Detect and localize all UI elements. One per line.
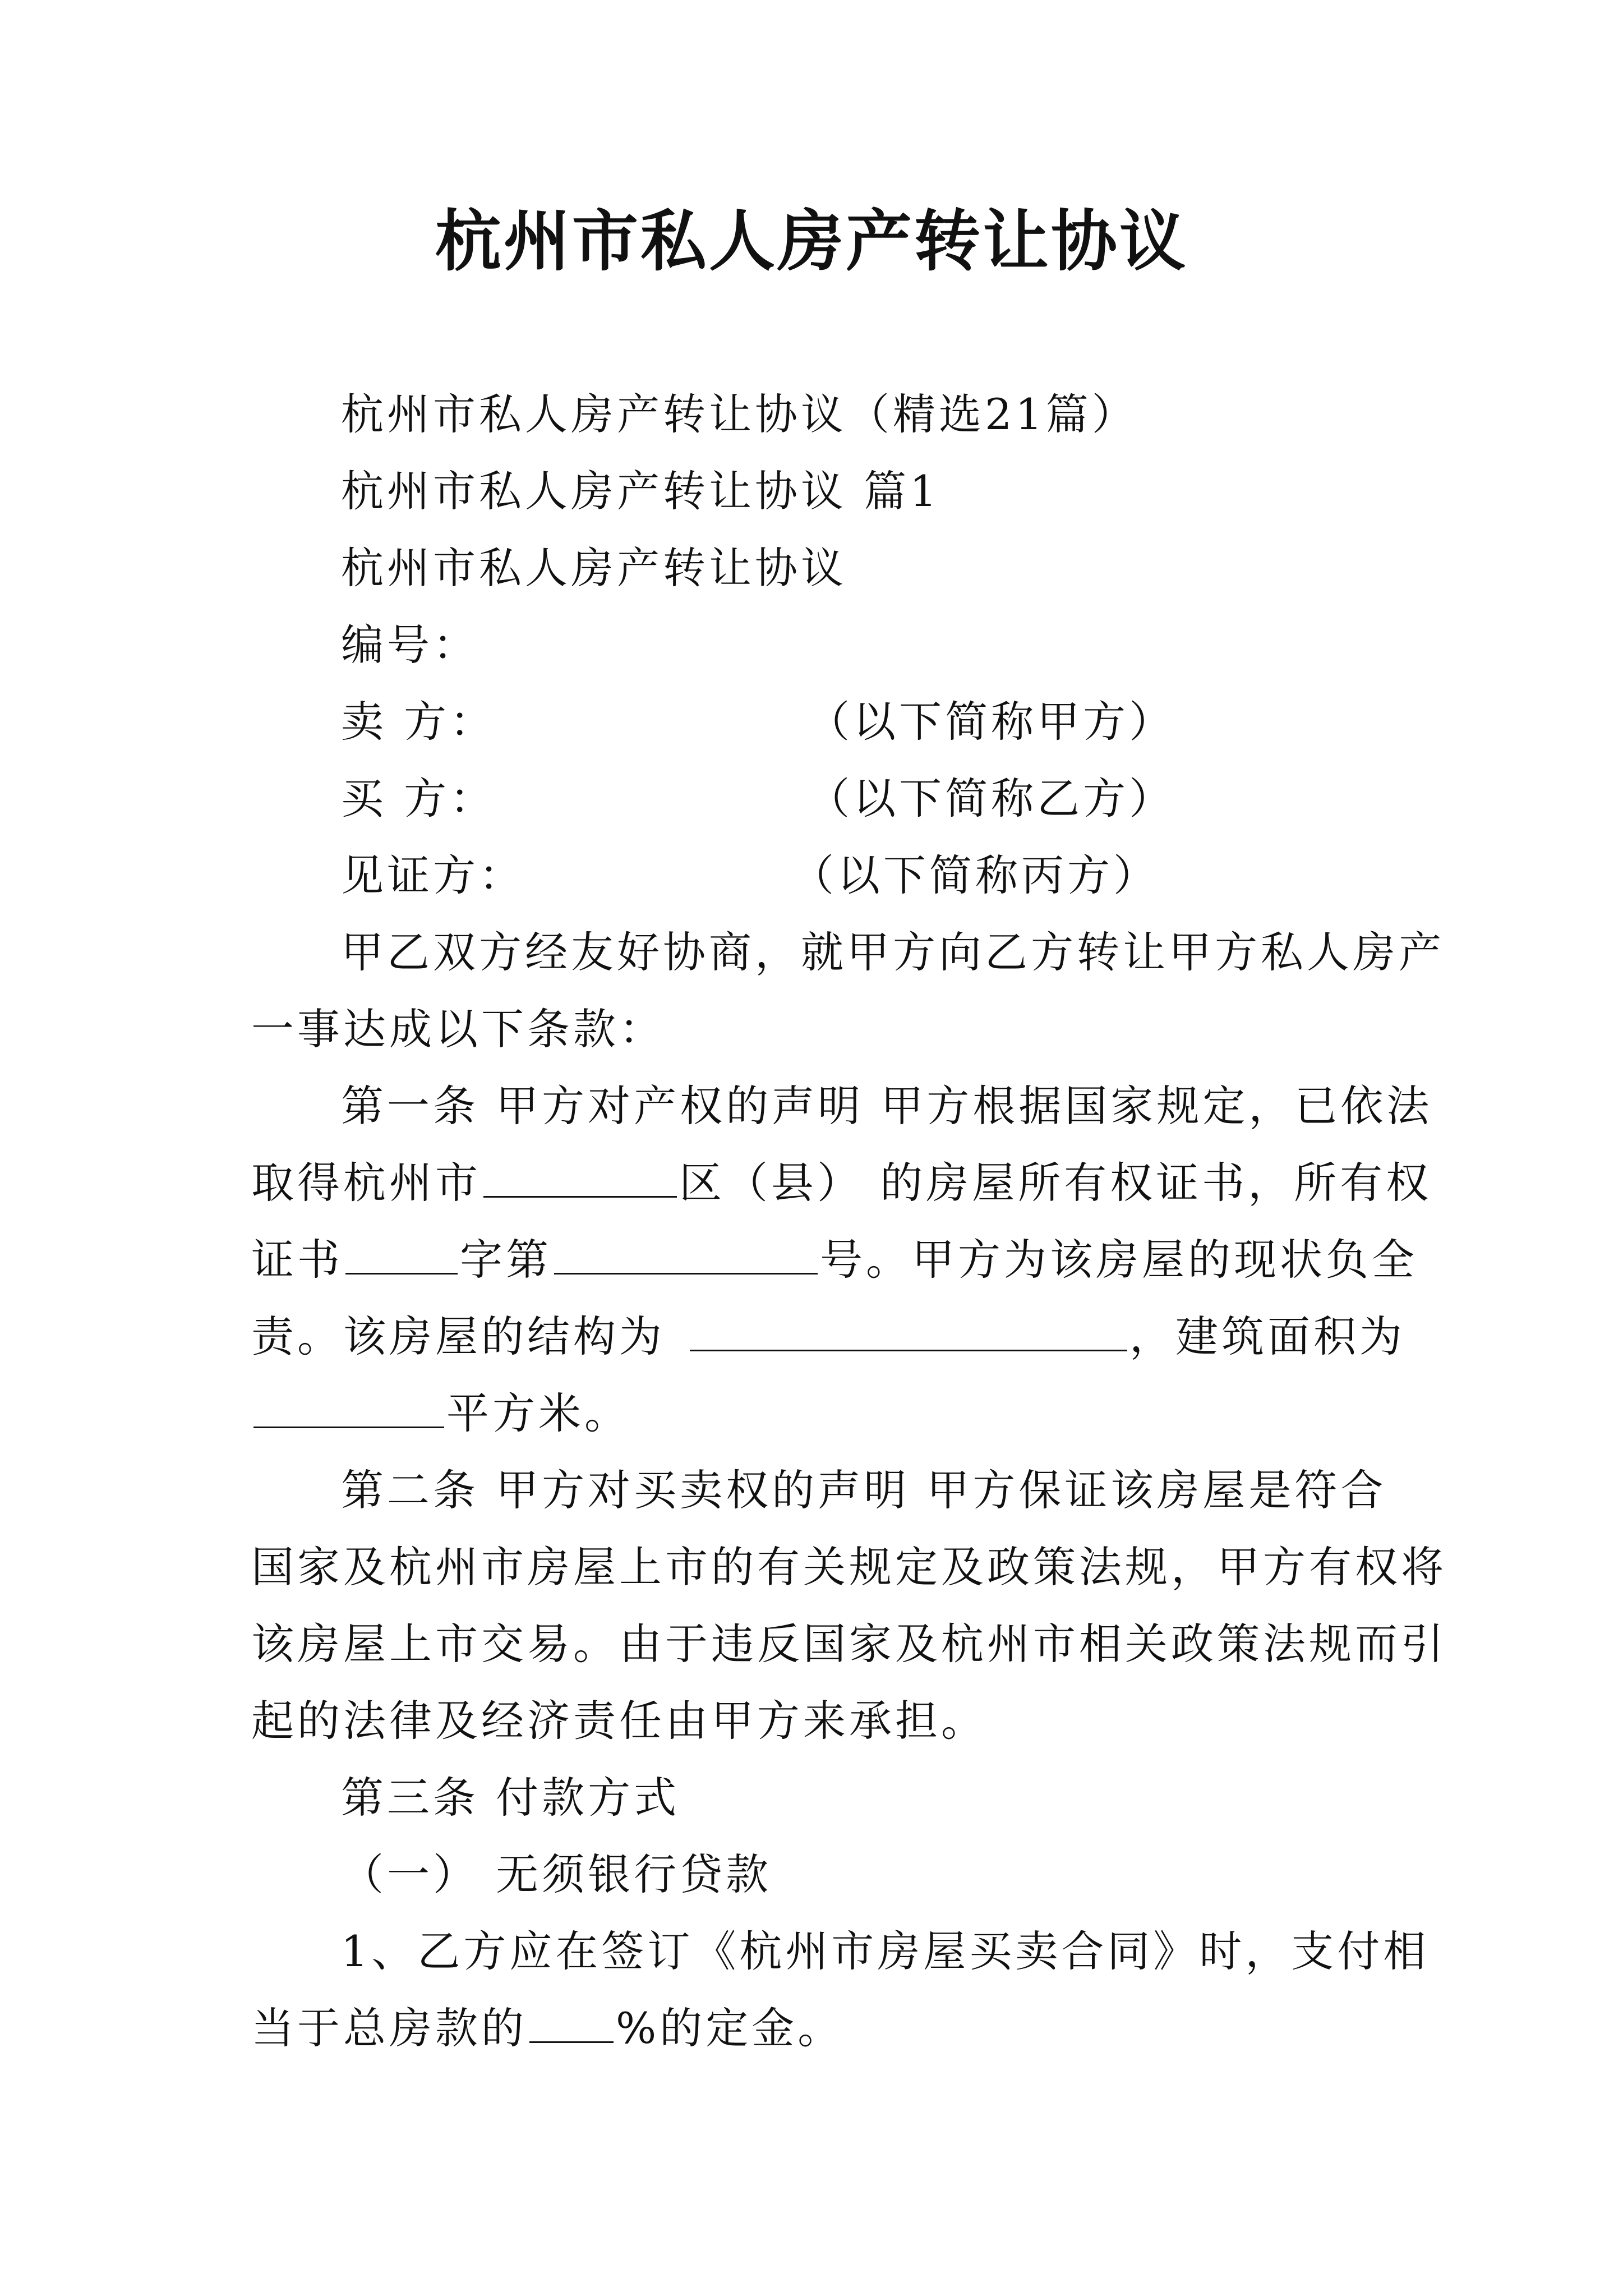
article2-line-3: 该房屋上市交易。由于违反国家及杭州市相关政策法规而引 <box>251 1619 1447 1669</box>
article1-line-5 <box>251 1375 1384 1452</box>
district-blank[interactable] <box>483 1157 677 1198</box>
article1-text: 取得杭州市 <box>251 1158 481 1208</box>
seller-line <box>251 683 1384 760</box>
article1-text: 责。该房屋的结构为 <box>251 1312 665 1361</box>
article2-line-1: 第二条 甲方对买卖权的声明 甲方保证该房屋是符合 <box>341 1465 1387 1515</box>
deposit-percent-blank[interactable] <box>529 2002 614 2043</box>
article1-text: 区（县） 的房屋所有权证书，所有权 <box>679 1158 1432 1208</box>
buyer-line <box>251 760 1384 837</box>
line-part-heading: 杭州市私人房产转让协议 篇1 <box>341 466 940 516</box>
article1-line-2 <box>251 1144 1432 1221</box>
document-title: 杭州市私人房产转让协议 <box>435 202 1188 280</box>
article2-line-4: 起的法律及经济责任由甲方来承担。 <box>251 1696 987 1746</box>
line-subtitle: 杭州市私人房产转让协议（精选21篇） <box>341 389 1138 439</box>
witness-note: （以下简称丙方） <box>791 850 1159 900</box>
article2-line-2: 国家及杭州市房屋上市的有关规定及政策法规，甲方有权将 <box>251 1542 1447 1592</box>
witness-label: 见证方： <box>341 850 525 900</box>
buyer-note: （以下简称乙方） <box>807 774 1175 823</box>
article3-line-1: 1、乙方应在签订《杭州市房屋买卖合同》时，支付相 <box>341 1926 1430 1976</box>
article1-line-1: 第一条 甲方对产权的声明 甲方根据国家规定，已依法 <box>341 1081 1433 1131</box>
buyer-label: 买 方： <box>341 774 496 823</box>
seller-note: （以下简称甲方） <box>807 697 1175 747</box>
area-blank[interactable] <box>253 1387 444 1428</box>
line-number-label: 编号： <box>341 620 479 670</box>
intro-line-2: 一事达成以下条款： <box>251 1004 665 1054</box>
article1-text: 证书 <box>251 1235 343 1285</box>
certificate-number-blank[interactable] <box>554 1234 818 1274</box>
article1-text: 平方米。 <box>446 1388 630 1438</box>
line-agreement-name: 杭州市私人房产转让协议 <box>341 543 847 593</box>
certificate-prefix-blank[interactable] <box>345 1234 458 1274</box>
article3-text: %的定金。 <box>616 2003 844 2053</box>
structure-blank[interactable] <box>690 1310 1127 1351</box>
article1-line-3 <box>251 1221 1418 1298</box>
article1-text: ，建筑面积为 <box>1129 1312 1405 1361</box>
document-body <box>251 376 1447 2067</box>
article3-text: 当于总房款的 <box>251 2003 527 2053</box>
witness-line <box>251 837 1384 914</box>
article1-text: 字第 <box>460 1235 552 1285</box>
article3-subheading: （一） 无须银行贷款 <box>341 1849 772 1899</box>
article3-heading: 第三条 付款方式 <box>341 1773 680 1823</box>
article1-text: 号。甲方为该房屋的现状负全 <box>820 1235 1418 1285</box>
article1-line-4 <box>251 1298 1405 1375</box>
intro-line-1: 甲乙双方经友好协商，就甲方向乙方转让甲方私人房产 <box>341 927 1445 977</box>
seller-label: 卖 方： <box>341 697 496 747</box>
article3-line-2 <box>251 1990 1384 2067</box>
